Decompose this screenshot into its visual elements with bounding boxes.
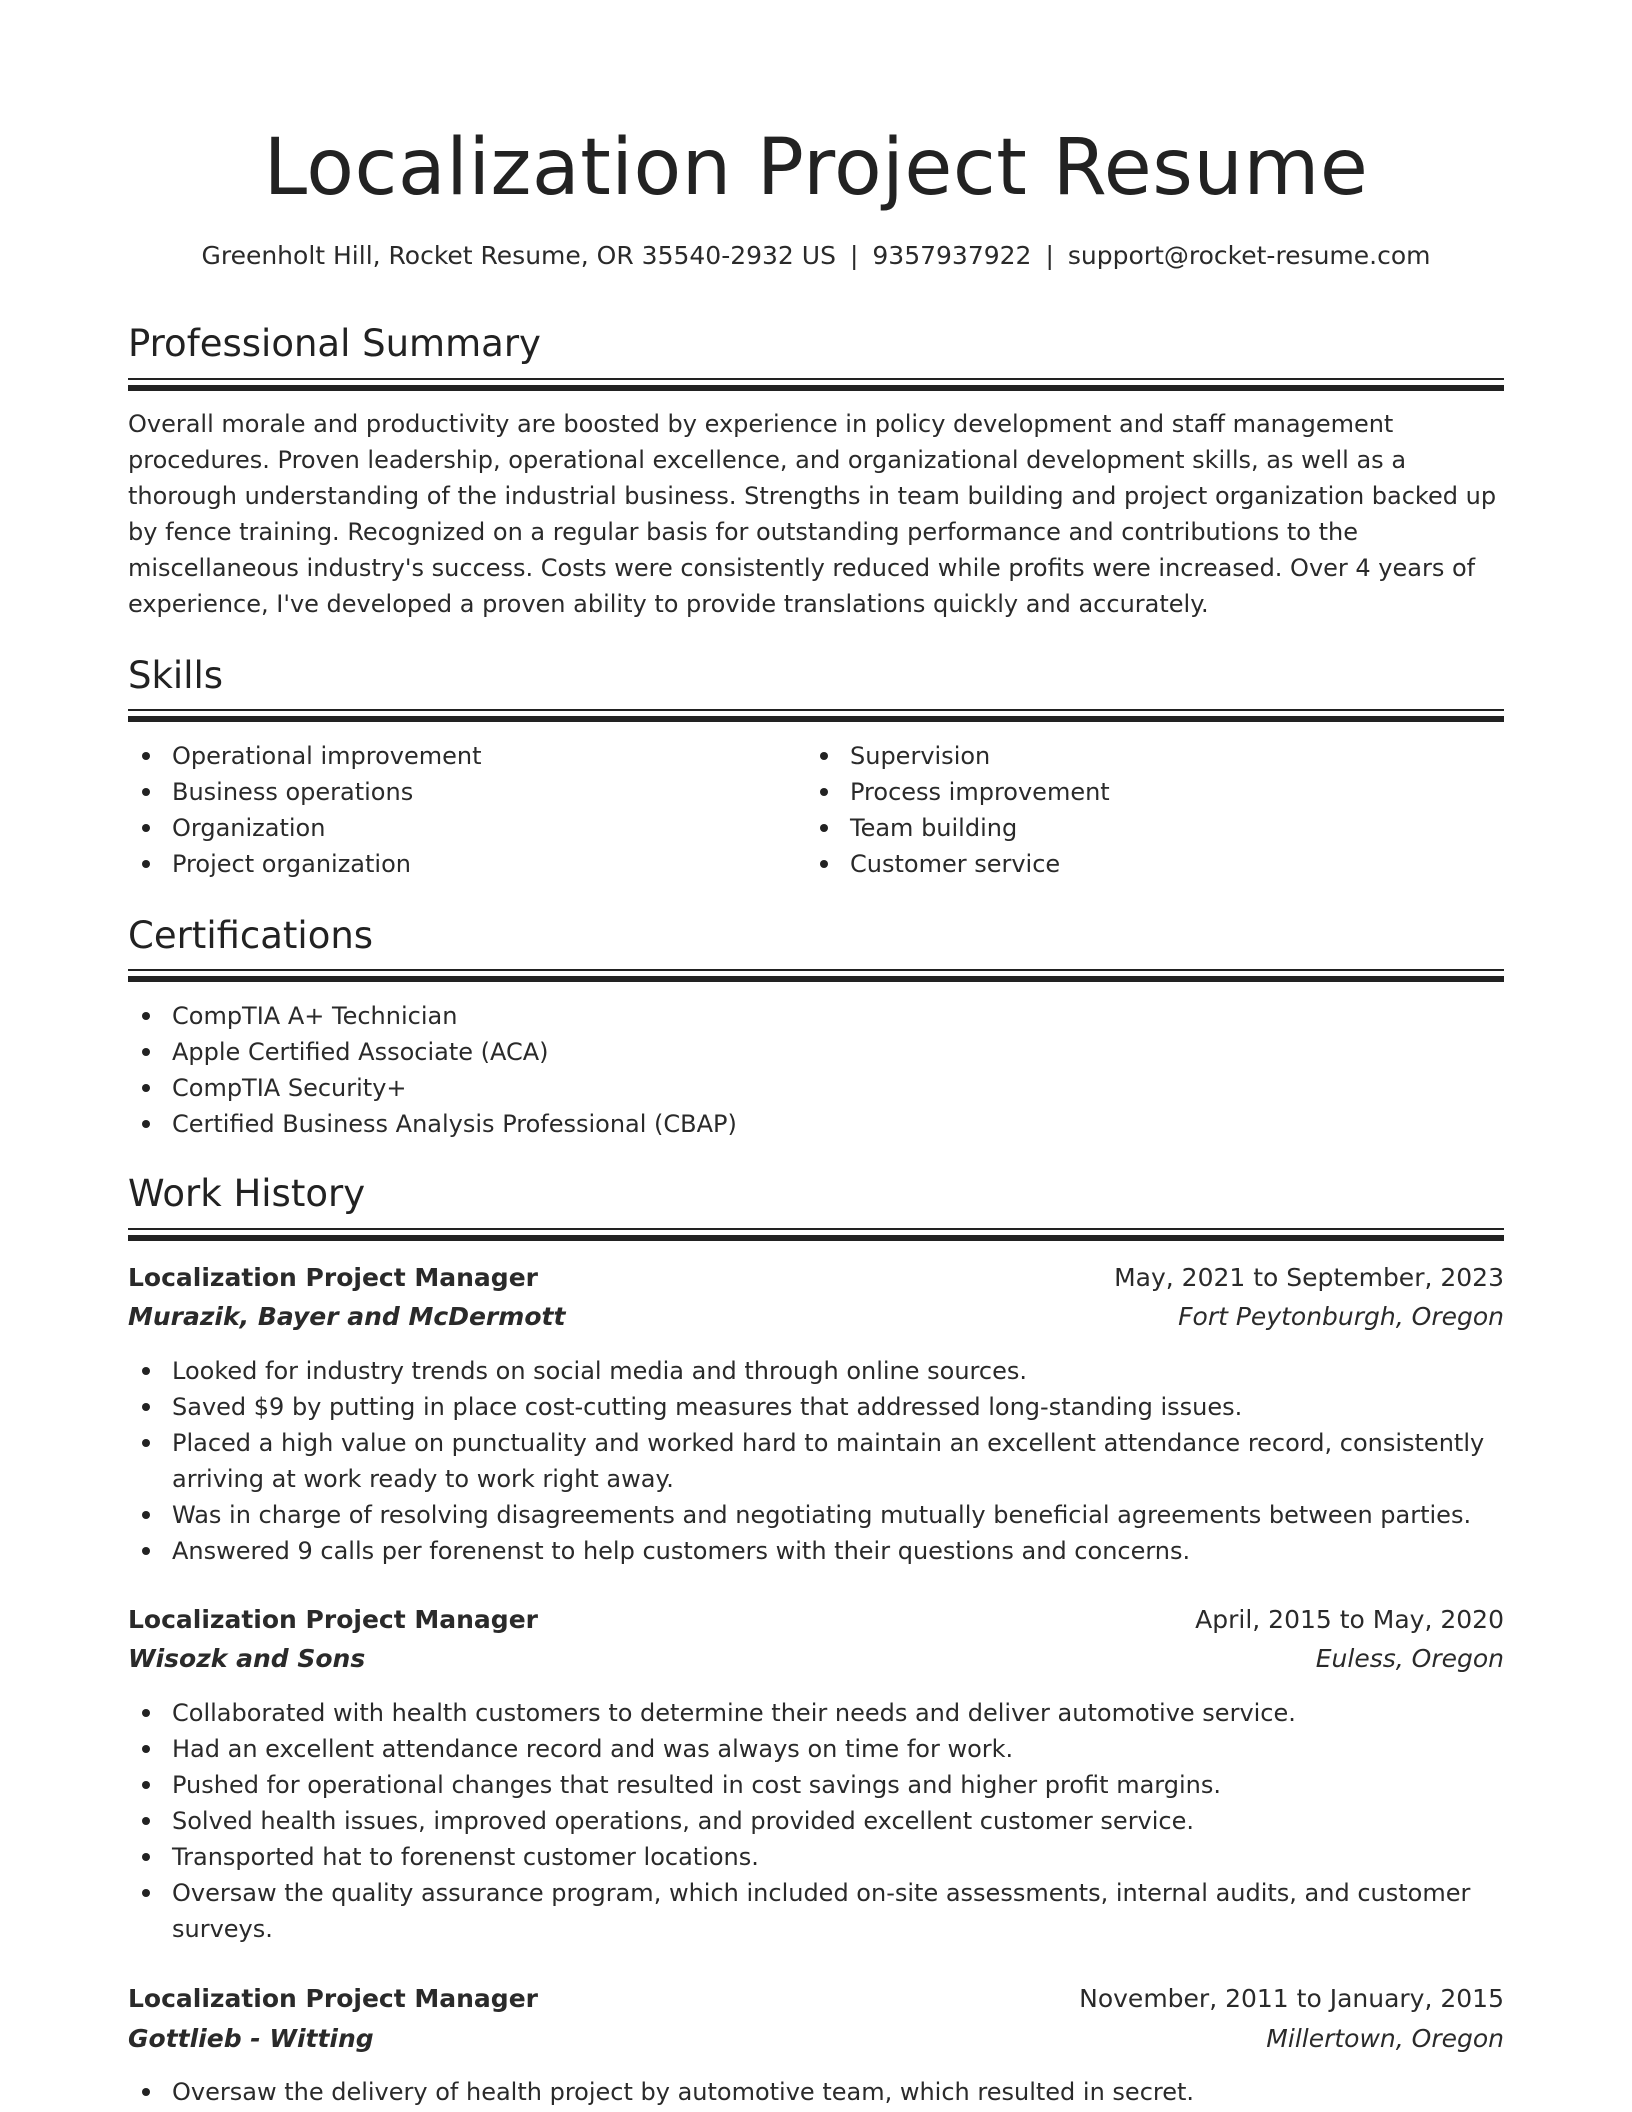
bullet-icon: [820, 752, 828, 760]
section-divider: [128, 1228, 1504, 1241]
job-bullet: Collaborated with health customers to determine their needs and deliver automotive service.: [128, 1695, 1504, 1731]
bullet-icon: [142, 1547, 150, 1555]
bullet-icon: [142, 752, 150, 760]
certification-item: CompTIA A+ Technician: [128, 998, 1504, 1034]
job-location: Millertown, Oregon: [1266, 2024, 1504, 2053]
job-bullet: Transported hat to forenenst customer locations.: [128, 1839, 1504, 1875]
bullet-icon: [142, 860, 150, 868]
job-header: [128, 1259, 1504, 1297]
job-bullet: Placed a high value on punctuality and worked hard to maintain an excellent attendance record, consistently arriving at work ready to work right away.: [128, 1425, 1504, 1497]
job-bullets: [128, 1695, 1504, 1947]
job-bullet: Had an excellent attendance record and was always on time for work.: [128, 1731, 1504, 1767]
certification-item: CompTIA Security+: [128, 1070, 1504, 1106]
section-title-certifications: Certifications: [128, 914, 374, 957]
skill-item: Supervision: [806, 738, 1466, 774]
bullet-icon: [820, 824, 828, 832]
bullet-icon: [142, 1889, 150, 1897]
contact-separator: |: [1045, 241, 1054, 270]
resume-name: Localization Project Resume: [263, 123, 1369, 213]
job-bullet: Was in charge of resolving disagreements and negotiating mutually beneficial agreements between parties.: [128, 1497, 1504, 1533]
job-bullet: Pushed for operational changes that resulted in cost savings and higher profit margins.: [128, 1767, 1504, 1803]
job-title: Localization Project Manager: [128, 1984, 538, 2013]
job-location: Euless, Oregon: [1315, 1644, 1504, 1673]
bullet-icon: [820, 860, 828, 868]
section-divider: [128, 969, 1504, 982]
section-divider: [128, 378, 1504, 391]
bullet-icon: [820, 788, 828, 796]
summary-text: Overall morale and productivity are boosted by experience in policy development and staff management procedures. Proven leadership, operational excellence, and organizational development skills, as well as a thorough understanding of the industrial business. Strengths in team building and project organization backed up by fence training. Recognized on a regular basis for outstanding performance and contributions to the miscellaneous industry's success. Costs were consistently reduced while profits were increased. Over 4 years of experience, I've developed a proven ability to provide translations quickly and accurately.: [128, 410, 1497, 618]
bullet-icon: [142, 824, 150, 832]
job-bullet: Looked for industry trends on social media and through online sources.: [128, 1353, 1504, 1389]
job-bullet: Solved health issues, improved operations, and provided excellent customer service.: [128, 1803, 1504, 1839]
job-bullet: Saved $9 by putting in place cost-cutting measures that addressed long-standing issues.: [128, 1389, 1504, 1425]
bullet-icon: [142, 1367, 150, 1375]
contact-line: [128, 238, 1504, 274]
certification-item: Certified Business Analysis Professional (CBAP): [128, 1106, 1504, 1142]
section-title-work-history: Work History: [128, 1172, 366, 1215]
job-header: [128, 1601, 1504, 1639]
bullet-icon: [142, 1853, 150, 1861]
contact-email: support@rocket-resume.com: [1067, 241, 1431, 270]
job-subheader: [128, 1640, 1504, 1678]
job-title: Localization Project Manager: [128, 1263, 538, 1292]
bullet-icon: [142, 788, 150, 796]
job-bullet: Oversaw the delivery of health project by automotive team, which resulted in secret.: [128, 2074, 1504, 2110]
job-dates: April, 2015 to May, 2020: [1195, 1605, 1504, 1634]
skill-item: Business operations: [128, 774, 788, 810]
contact-address: Greenholt Hill, Rocket Resume, OR 35540-2932 US: [201, 241, 836, 270]
job-company: Wisozk and Sons: [128, 1644, 366, 1673]
job-company: Gottlieb - Witting: [128, 2024, 374, 2053]
job-header: [128, 1980, 1504, 2018]
bullet-icon: [142, 1709, 150, 1717]
bullet-icon: [142, 1781, 150, 1789]
bullet-icon: [142, 1403, 150, 1411]
bullet-icon: [142, 1439, 150, 1447]
skill-item: Project organization: [128, 846, 788, 882]
job-title: Localization Project Manager: [128, 1605, 538, 1634]
job-subheader: [128, 2020, 1504, 2058]
job-company: Murazik, Bayer and McDermott: [128, 1302, 566, 1331]
job-dates: May, 2021 to September, 2023: [1114, 1263, 1504, 1292]
certification-item: Apple Certified Associate (ACA): [128, 1034, 1504, 1070]
bullet-icon: [142, 1048, 150, 1056]
bullet-icon: [142, 1511, 150, 1519]
bullet-icon: [142, 1817, 150, 1825]
skill-item: Organization: [128, 810, 788, 846]
skill-item: Team building: [806, 810, 1466, 846]
section-title-summary: Professional Summary: [128, 322, 541, 365]
job-location: Fort Peytonburgh, Oregon: [1178, 1302, 1504, 1331]
job-bullet: Answered 9 calls per forenenst to help customers with their questions and concerns.: [128, 1533, 1504, 1569]
job-bullet: Oversaw the quality assurance program, which included on-site assessments, internal audits, and customer surveys.: [128, 1875, 1504, 1947]
skills-list-right: [806, 738, 1466, 882]
contact-separator: |: [849, 241, 859, 270]
skill-item: Operational improvement: [128, 738, 788, 774]
bullet-icon: [142, 1120, 150, 1128]
bullet-icon: [142, 1012, 150, 1020]
certifications-list: [128, 998, 1504, 1142]
section-title-skills: Skills: [128, 654, 224, 697]
bullet-icon: [142, 1084, 150, 1092]
job-subheader: [128, 1298, 1504, 1336]
skill-item: Customer service: [806, 846, 1466, 882]
section-divider: [128, 709, 1504, 722]
job-bullets: [128, 1353, 1504, 1569]
skills-list-left: [128, 738, 788, 882]
contact-phone: 9357937922: [872, 241, 1032, 270]
job-bullets: [128, 2074, 1504, 2110]
bullet-icon: [142, 2088, 150, 2096]
bullet-icon: [142, 1745, 150, 1753]
skill-item: Process improvement: [806, 774, 1466, 810]
job-dates: November, 2011 to January, 2015: [1079, 1984, 1504, 2013]
